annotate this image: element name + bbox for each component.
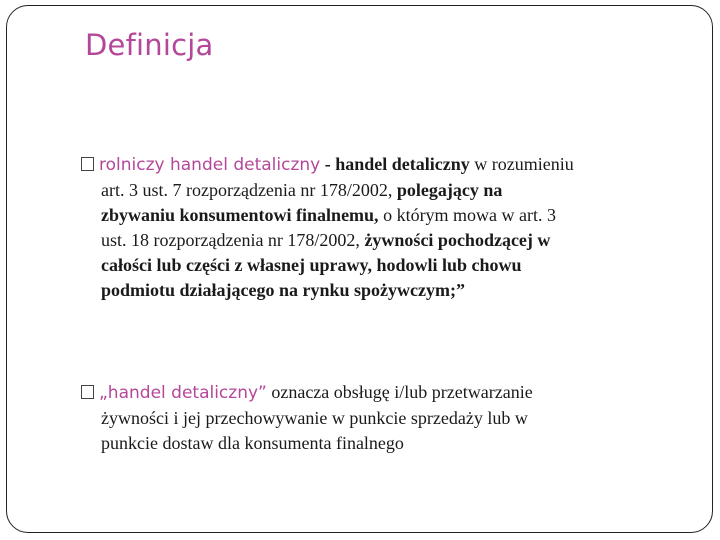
bold-text: polegający na — [396, 180, 503, 200]
bold-text: zbywaniu konsumentowi finalnemu, — [101, 205, 379, 225]
bold-text: całości lub części z własnej uprawy, hodowli lub chowu — [101, 255, 522, 275]
bold-text: podmiotu działającego na rynku spożywczym;” — [101, 280, 465, 300]
paragraph-line — [81, 380, 681, 406]
square-bullet-icon — [81, 385, 94, 399]
paragraph-line — [81, 203, 681, 228]
paragraph-line — [81, 228, 681, 253]
paragraph-line — [81, 253, 681, 278]
plain-text: w rozumieniu — [474, 154, 574, 174]
paragraph-line: żywności i jej przechowywanie w punkcie sprzedaży lub w — [101, 408, 528, 428]
plain-text: ust. 18 rozporządzenia nr 178/2002, — [101, 230, 360, 250]
paragraph-line — [81, 178, 681, 203]
paragraph-line — [81, 278, 681, 303]
paragraph-line — [81, 152, 681, 178]
plain-text: oznacza obsługę i/lub przetwarzanie — [271, 382, 533, 402]
bold-text: handel detaliczny — [335, 154, 470, 174]
bold-text: żywności pochodzącej w — [364, 230, 551, 250]
plain-text: art. 3 ust. 7 rozporządzenia nr 178/2002, — [101, 180, 393, 200]
term-highlight: rolniczy handel detaliczny — [99, 155, 321, 175]
dash: - — [324, 154, 331, 174]
slide-title: Definicja — [85, 28, 214, 62]
definition-paragraph-2 — [81, 380, 681, 456]
term-highlight: „handel detaliczny” — [99, 383, 267, 403]
square-bullet-icon — [81, 157, 94, 171]
definition-paragraph-1 — [81, 152, 681, 303]
plain-text: o którym mowa w art. 3 — [383, 205, 557, 225]
paragraph-line: punkcie dostaw dla konsumenta finalnego — [101, 433, 404, 453]
